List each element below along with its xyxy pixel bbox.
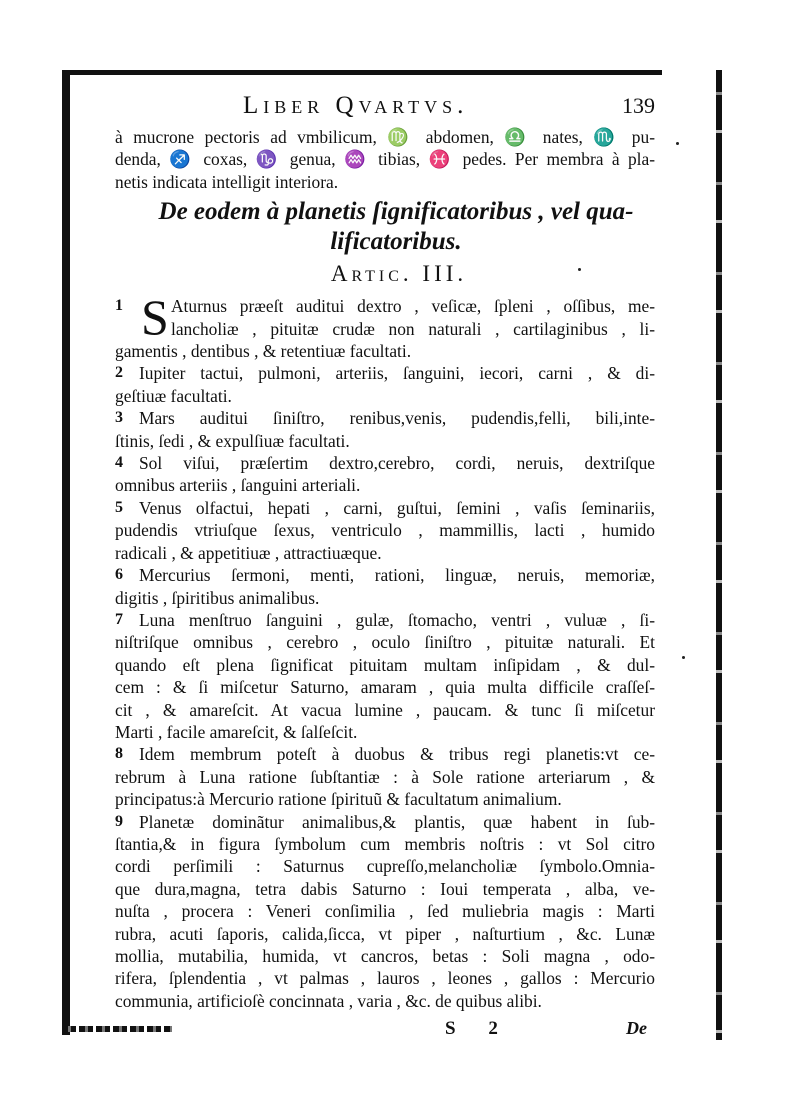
article-5 xyxy=(115,497,655,564)
text-line: lancholiæ , pituitæ crudæ non naturali , cartilaginibus , li- xyxy=(171,318,655,339)
article-6 xyxy=(115,564,655,609)
text-line: Iupiter tactui, pulmoni, arteriis, ſanguini, iecori, carni , & di- xyxy=(139,363,655,384)
page-edge-right xyxy=(716,70,722,1040)
text-line: cem : & ſi miſcetur Saturno, amaram , quia multa difficile craſſeſ- xyxy=(115,677,655,698)
text-line: Idem membrum poteſt à duobus & tribus regi planetis:vt ce- xyxy=(139,744,655,765)
text-line: nuſta , procera : Veneri conſimilia , ſed muliebria magis : Marti xyxy=(115,901,655,922)
text-line: radicali , & appetitiuæ , attractiuæque. xyxy=(115,542,382,563)
text-line: principatus:à Mercurio ratione ſpirituũ & facultatum animalium. xyxy=(115,789,562,810)
text-line: communia, artificioſè concinnata , varia , &c. de quibus alibi. xyxy=(115,990,542,1011)
text-line: Planetæ dominãtur animalibus,& plantis, quæ habent in ſub- xyxy=(139,811,655,832)
text-line: pudendis vtriuſque ſexus, ventriculo , mammillis, lacti , humido xyxy=(115,520,655,541)
text-line: ſtantia,& in figura ſymbolum cum membris noſtris : vt Sol citro xyxy=(115,833,655,854)
text-line: Venus olfactui, hepati , carni, guſtui, ſemini , vaſis ſeminariis, xyxy=(139,497,655,518)
drop-cap: S xyxy=(141,289,169,346)
text-line: à mucrone pectoris ad vmbilicum, ♍ abdomen, ♎ nates, ♏ pu- xyxy=(115,127,655,147)
text-line: geſtiuæ facultati. xyxy=(115,385,232,406)
book-page xyxy=(115,92,655,1044)
scan-speck xyxy=(676,142,679,145)
catchword: De xyxy=(626,1018,647,1039)
text-line: ſtinis, ſedi , & expulſiuæ facultati. xyxy=(115,430,350,451)
text-line: que dura,magna, tetra dabis Saturno : Ioui temperata , alba, ve- xyxy=(115,878,655,899)
article-heading: Artic. III. xyxy=(330,261,468,287)
article-number: 8 xyxy=(115,745,123,763)
article-1 xyxy=(115,289,655,362)
article-number: 7 xyxy=(115,610,123,628)
article-number: 2 xyxy=(115,364,123,382)
text-line: rebrum à Luna ratione ſubſtantiæ : à Sole ratione arteriarum , & xyxy=(115,766,655,787)
article-number: 1 xyxy=(115,297,123,315)
text-line: netis indicata intelligit interiora. xyxy=(115,171,339,192)
text-line: Mars auditui ſiniſtro, renibus,venis, pudendis,felli, bili,inte- xyxy=(139,408,655,429)
text-line: quando eſt plena ſignificat pituitam multam inſipidam , & dul- xyxy=(115,654,655,675)
text-line: mollia, mutabilia, humida, vt cancros, betas : Soli magna , odo- xyxy=(115,946,655,966)
article-7 xyxy=(115,609,655,743)
text-line: gamentis , dentibus , & retentiuæ facultati. xyxy=(115,341,412,362)
scan-speck xyxy=(682,656,685,659)
text-line: rubra, acuti ſaporis, calida,ſicca, vt piper , naſturtium , &c. Lunæ xyxy=(115,923,655,944)
intro-paragraph xyxy=(115,126,655,193)
article-4 xyxy=(115,452,655,497)
section-heading-cont: lificatoribus. xyxy=(330,228,462,256)
section-heading: De eodem à planetis ſignificatoribus , vel qua- xyxy=(158,198,634,226)
running-title: Liber Qvartvs. xyxy=(243,92,469,119)
text-line: Sol viſui, præſertim dextro,cerebro, cordi, neruis, dextriſque xyxy=(139,453,655,474)
text-line: digitis , ſpiritibus animalibus. xyxy=(115,587,320,608)
text-line: niſtriſque omnibus , cerebro , oculo ſiniſtro , pituitæ naturali. Et xyxy=(115,632,655,653)
text-line: cit , & amareſcit. At vacua lumine , paucam. & tunc ſi miſcetur xyxy=(115,699,655,720)
article-number: 5 xyxy=(115,498,123,516)
article-number: 6 xyxy=(115,566,123,584)
text-line: Luna menſtruo ſanguini , gulæ, ſtomacho, ventri , vuluæ , ſi- xyxy=(139,609,655,630)
page-number: 139 xyxy=(622,93,655,118)
article-9 xyxy=(115,811,655,1013)
text-line: denda, ♐ coxas, ♑ genua, ♒ tibias, ♓ pedes. Per membra à pla- xyxy=(115,149,655,170)
text-line: Aturnus præeſt auditui dextro , veſicæ, ſpleni , oſſibus, me- xyxy=(171,296,655,317)
text-line: Mercurius ſermoni, menti, rationi, linguæ, neruis, memoriæ, xyxy=(139,565,655,586)
page-border-top xyxy=(62,70,662,75)
page-footer xyxy=(115,1014,655,1044)
text-line: omnibus arteriis , ſanguini arteriali. xyxy=(115,475,361,496)
text-line: cordi perſimili : Saturnus cupreſſo,melancholiæ ſymbolo.Omnia- xyxy=(115,856,655,877)
article-2 xyxy=(115,362,655,407)
article-number: 9 xyxy=(115,812,123,830)
article-number: 3 xyxy=(115,409,123,427)
text-line: rifera, ſplendentia , vt palmas , lauros , leones , gallos : Mercurio xyxy=(115,968,655,989)
text-line: Marti , facile amareſcit, & ſalſeſcit. xyxy=(115,721,358,742)
article-number: 4 xyxy=(115,454,123,472)
page-border-left xyxy=(62,70,70,1035)
signature-mark: S 2 xyxy=(445,1018,512,1040)
article-3 xyxy=(115,407,655,452)
article-8 xyxy=(115,743,655,810)
running-head xyxy=(115,92,655,126)
